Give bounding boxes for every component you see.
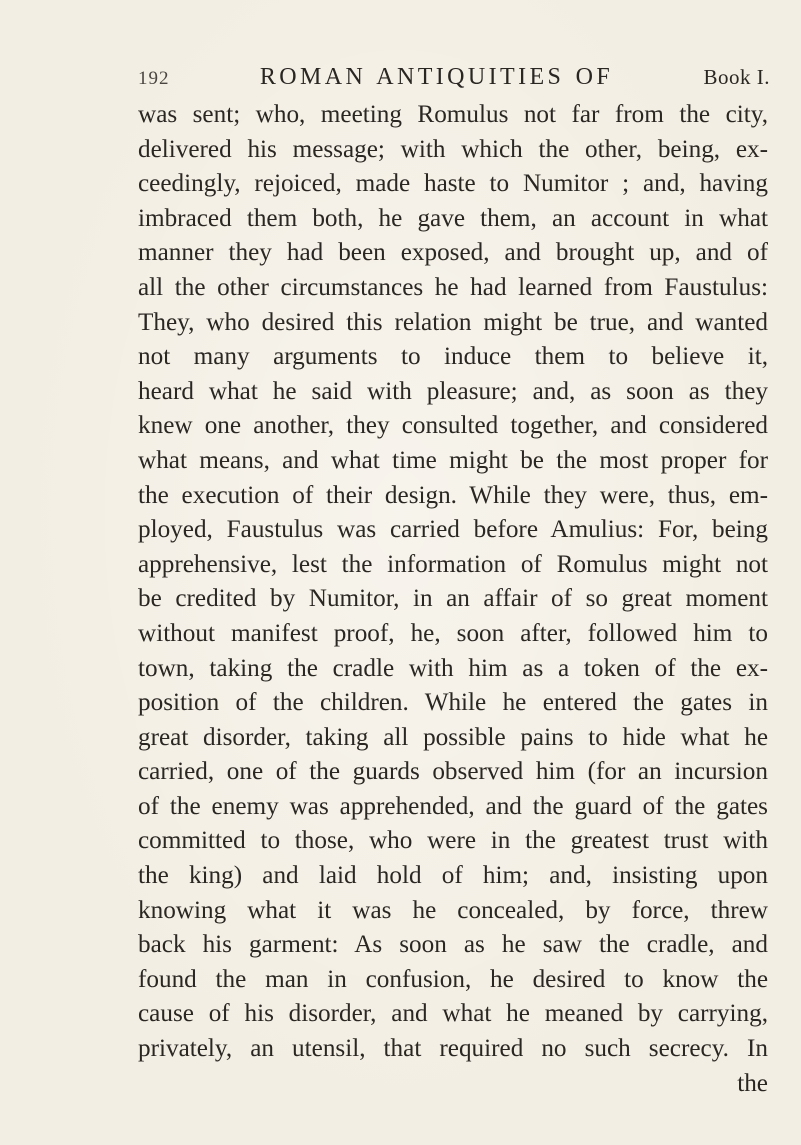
text-line: knowing what it was he concealed, by force, threw	[138, 896, 768, 924]
text-line: be credited by Numitor, in an affair of so great moment	[138, 585, 768, 613]
text-line: imbraced them both, he gave them, an account in what	[138, 204, 768, 232]
text-line: back his garment: As soon as he saw the cradle, and	[138, 931, 768, 959]
text-line: privately, an utensil, that required no such secrecy. In	[138, 1035, 768, 1063]
body-text	[138, 98, 768, 1101]
text-line: not many arguments to induce them to believe it,	[138, 343, 768, 371]
text-line: the execution of their design. While they were, thus, em-	[138, 481, 768, 509]
book-reference: Book I.	[703, 65, 770, 89]
text-line: was sent; who, meeting Romulus not far from the city,	[138, 101, 768, 128]
text-line: cause of his disorder, and what he meaned by carrying,	[138, 1000, 768, 1028]
running-title: ROMAN ANTIQUITIES OF	[259, 64, 614, 90]
text-line: carried, one of the guards observed him (for an incursion	[138, 758, 768, 786]
text-line: heard what he said with pleasure; and, as soon as they	[138, 377, 768, 405]
text-line: delivered his message; with which the other, being, ex-	[138, 135, 768, 163]
text-line: what means, and what time might be the most proper for	[138, 446, 768, 474]
running-head	[138, 64, 770, 96]
text-line: position of the children. While he entered the gates in	[138, 689, 768, 717]
text-line: They, who desired this relation might be true, and wanted	[138, 308, 768, 336]
text-line: town, taking the cradle with him as a token of the ex-	[138, 654, 768, 682]
text-line: the king) and laid hold of him; and, insisting upon	[138, 862, 768, 890]
text-line: without manifest proof, he, soon after, followed him to	[138, 619, 768, 647]
text-line: ceedingly, rejoiced, made haste to Numitor ; and, having	[138, 170, 768, 198]
text-line: great disorder, taking all possible pains to hide what he	[138, 723, 768, 751]
text-line: manner they had been exposed, and brought up, and of	[138, 239, 768, 267]
text-line: of the enemy was apprehended, and the guard of the gates	[138, 792, 768, 820]
text-line: knew one another, they consulted together, and considered	[138, 412, 768, 440]
text-line: committed to those, who were in the greatest trust with	[138, 827, 768, 855]
text-line: ployed, Faustulus was carried before Amulius: For, being	[138, 516, 768, 544]
text-line: the	[737, 1069, 768, 1097]
text-line: found the man in confusion, he desired to know the	[138, 965, 768, 993]
page-number: 192	[138, 68, 170, 89]
text-line: apprehensive, lest the information of Romulus might not	[138, 550, 768, 578]
text-line: all the other circumstances he had learned from Faustulus:	[138, 273, 768, 301]
